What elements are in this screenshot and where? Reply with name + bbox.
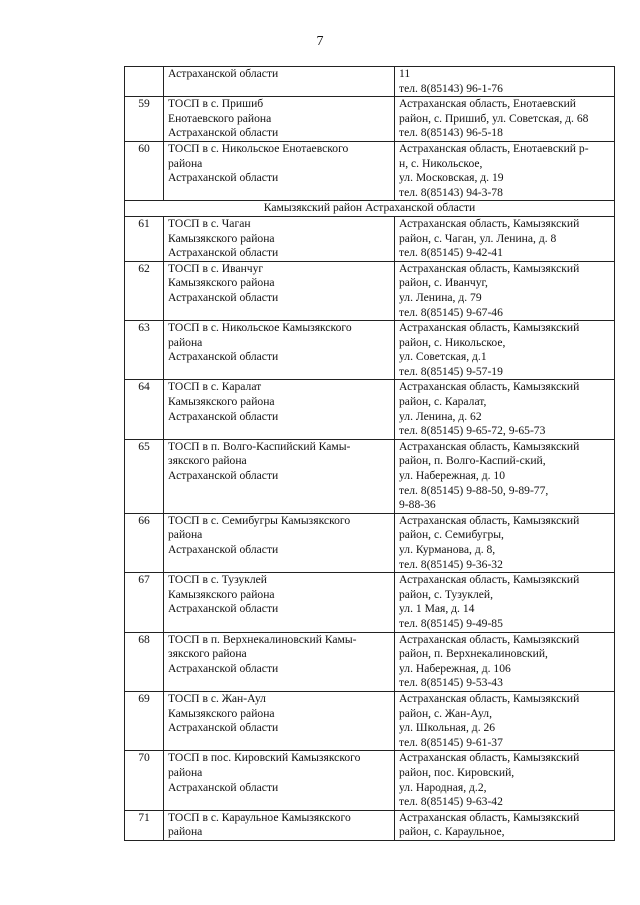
address-line: ул. Советская, д.1 bbox=[399, 350, 487, 364]
address-line: ул. Курманова, д. 8, bbox=[399, 543, 496, 556]
office-name-line: Астраханской области bbox=[168, 780, 279, 794]
address-line: район, с. Семибугры, bbox=[399, 528, 504, 542]
address-line: район, с. Иванчуг, bbox=[399, 276, 488, 290]
address-line: район, п. Волго-Каспий-ский, bbox=[399, 454, 546, 468]
office-name-line: Астраханской области bbox=[168, 290, 279, 304]
office-name-cell bbox=[164, 321, 395, 380]
address-line: район, с. Пришиб, ул. Советская, д. 68 bbox=[399, 111, 589, 125]
section-header-row bbox=[125, 201, 615, 217]
address-line: тел. 8(85145) 9-53-43 bbox=[399, 676, 503, 690]
address-line: Астраханская область, Камызякский bbox=[399, 321, 580, 335]
row-number: 66 bbox=[125, 513, 164, 572]
table-row bbox=[125, 513, 615, 572]
address-line: район, с. Каралат, bbox=[399, 395, 487, 409]
office-name-line: Камызякского района bbox=[168, 587, 275, 601]
office-name-line: ТОСП в с. Караульное Камызякского bbox=[168, 810, 351, 824]
office-name-cell bbox=[164, 216, 395, 261]
row-number: 61 bbox=[125, 216, 164, 261]
office-name-line: Енотаевского района bbox=[168, 111, 272, 125]
office-name-cell bbox=[164, 573, 395, 632]
office-name-line: зякского района bbox=[168, 647, 247, 661]
table-row bbox=[125, 632, 615, 691]
table-row bbox=[125, 810, 615, 840]
address-cell bbox=[395, 321, 615, 380]
office-name-line: ТОСП в с. Каралат bbox=[168, 380, 262, 394]
office-name-line: района bbox=[168, 156, 203, 170]
office-name-cell bbox=[164, 67, 395, 97]
address-line: Астраханская область, Камызякский bbox=[399, 573, 580, 587]
address-cell bbox=[395, 97, 615, 142]
office-name-cell bbox=[164, 439, 395, 513]
office-name-line: района bbox=[168, 765, 203, 779]
address-line: Астраханская область, Камызякский bbox=[399, 751, 580, 765]
office-name-cell bbox=[164, 513, 395, 572]
office-name-line: ТОСП в п. Волго-Каспийский Камы- bbox=[168, 439, 351, 453]
office-name-line: ТОСП в с. Чаган bbox=[168, 216, 251, 230]
office-name-cell bbox=[164, 751, 395, 810]
address-line: Астраханская область, Камызякский bbox=[399, 513, 580, 527]
address-line: тел. 8(85145) 9-65-72, 9-65-73 bbox=[399, 424, 546, 438]
office-name-cell bbox=[164, 380, 395, 439]
office-name-line: ТОСП в пос. Кировский Камызякского bbox=[168, 751, 361, 765]
address-line: ул. Набережная, д. 10 bbox=[399, 469, 506, 483]
table-row bbox=[125, 439, 615, 513]
address-line: ул. 1 Мая, д. 14 bbox=[399, 602, 475, 616]
table-row bbox=[125, 380, 615, 439]
row-number: 69 bbox=[125, 691, 164, 750]
table-row bbox=[125, 141, 615, 200]
office-name-line: Астраханской области bbox=[168, 721, 279, 735]
office-name-line: ТОСП в с. Тузуклей bbox=[168, 573, 267, 587]
address-line: тел. 8(85143) 94-3-78 bbox=[399, 185, 503, 199]
office-name-line: ТОСП в с. Никольское Енотаевского bbox=[168, 141, 349, 155]
office-name-line: Камызякского района bbox=[168, 706, 275, 720]
address-line: Астраханская область, Камызякский bbox=[399, 632, 580, 646]
address-cell bbox=[395, 67, 615, 97]
office-name-line: ТОСП в с. Никольское Камызякского bbox=[168, 321, 352, 335]
address-cell bbox=[395, 632, 615, 691]
address-line: ул. Ленина, д. 62 bbox=[399, 409, 482, 423]
address-cell bbox=[395, 810, 615, 840]
table-row bbox=[125, 67, 615, 97]
registry-table bbox=[124, 66, 615, 841]
address-line: ул. Школьная, д. 26 bbox=[399, 721, 496, 735]
address-line: район, пос. Кировский, bbox=[399, 765, 515, 779]
office-name-line: ТОСП в с. Жан-Аул bbox=[168, 691, 266, 705]
office-name-line: Камызякского района bbox=[168, 276, 275, 290]
office-name-line: Астраханской области bbox=[168, 543, 279, 556]
address-line: район, с. Караульное, bbox=[399, 825, 505, 839]
table-row bbox=[125, 321, 615, 380]
office-name-line: Камызякского района bbox=[168, 395, 275, 409]
office-name-line: Камызякского района bbox=[168, 231, 275, 245]
address-line: ул. Народная, д.2, bbox=[399, 780, 487, 794]
address-line: Астраханская область, Камызякский bbox=[399, 216, 580, 230]
office-name-line: Астраханской области bbox=[168, 171, 279, 185]
address-cell bbox=[395, 141, 615, 200]
address-line: тел. 8(85145) 9-36-32 bbox=[399, 557, 503, 571]
office-name-cell bbox=[164, 691, 395, 750]
office-name-line: района bbox=[168, 528, 203, 542]
row-number: 65 bbox=[125, 439, 164, 513]
office-name-cell bbox=[164, 810, 395, 840]
table-row bbox=[125, 691, 615, 750]
address-cell bbox=[395, 573, 615, 632]
address-cell bbox=[395, 751, 615, 810]
address-cell bbox=[395, 216, 615, 261]
address-line: район, с. Жан-Аул, bbox=[399, 706, 492, 720]
office-name-cell bbox=[164, 632, 395, 691]
table-row bbox=[125, 261, 615, 320]
row-number: 62 bbox=[125, 261, 164, 320]
row-number: 59 bbox=[125, 97, 164, 142]
table-row bbox=[125, 216, 615, 261]
address-line: Астраханская область, Камызякский bbox=[399, 810, 580, 824]
office-name-line: района bbox=[168, 825, 203, 839]
address-cell bbox=[395, 439, 615, 513]
office-name-line: Астраханской области bbox=[168, 246, 279, 260]
registry-table-body bbox=[125, 67, 615, 841]
page-number: 7 bbox=[316, 34, 324, 49]
office-name-line: ТОСП в с. Пришиб bbox=[168, 97, 264, 111]
address-line: ул. Ленина, д. 79 bbox=[399, 290, 482, 304]
address-line: Астраханская область, Камызякский bbox=[399, 439, 580, 453]
address-line: Астраханская область, Камызякский bbox=[399, 261, 580, 275]
address-line: тел. 8(85145) 9-88-50, 9-89-77, bbox=[399, 483, 549, 497]
address-cell bbox=[395, 691, 615, 750]
office-name-cell bbox=[164, 261, 395, 320]
row-number: 64 bbox=[125, 380, 164, 439]
office-name-line: зякского района bbox=[168, 454, 247, 468]
table-row bbox=[125, 97, 615, 142]
row-number: 71 bbox=[125, 810, 164, 840]
office-name-line: Астраханской области bbox=[168, 602, 279, 616]
office-name-line: ТОСП в с. Семибугры Камызякского bbox=[168, 513, 351, 527]
address-line: район, с. Чаган, ул. Ленина, д. 8 bbox=[399, 231, 557, 245]
address-line: 9-88-36 bbox=[399, 498, 436, 512]
address-line: тел. 8(85143) 96-5-18 bbox=[399, 126, 503, 140]
row-number: 70 bbox=[125, 751, 164, 810]
office-name-cell bbox=[164, 141, 395, 200]
table-row bbox=[125, 573, 615, 632]
address-line: район, с. Никольское, bbox=[399, 335, 506, 349]
address-line: н, с. Никольское, bbox=[399, 156, 483, 170]
address-cell bbox=[395, 380, 615, 439]
address-line: тел. 8(85145) 9-61-37 bbox=[399, 735, 503, 749]
address-line: ул. Набережная, д. 106 bbox=[399, 661, 511, 675]
address-line: тел. 8(85143) 96-1-76 bbox=[399, 81, 503, 95]
section-title: Камызякский район Астраханской области bbox=[125, 201, 615, 217]
row-number: 67 bbox=[125, 573, 164, 632]
address-cell bbox=[395, 261, 615, 320]
address-line: район, с. Тузуклей, bbox=[399, 587, 493, 601]
row-number: 60 bbox=[125, 141, 164, 200]
office-name-line: ТОСП в с. Иванчуг bbox=[168, 261, 264, 275]
address-cell bbox=[395, 513, 615, 572]
row-number: 63 bbox=[125, 321, 164, 380]
address-line: район, п. Верхнекалиновский, bbox=[399, 647, 548, 661]
address-line: тел. 8(85145) 9-63-42 bbox=[399, 795, 503, 809]
address-line: тел. 8(85145) 9-57-19 bbox=[399, 364, 503, 378]
office-name-line: ТОСП в п. Верхнекалиновский Камы- bbox=[168, 632, 357, 646]
office-name-line: Астраханской области bbox=[168, 469, 279, 483]
row-number bbox=[125, 67, 164, 97]
address-line: Астраханская область, Камызякский bbox=[399, 691, 580, 705]
office-name-line: района bbox=[168, 335, 203, 349]
address-line: тел. 8(85145) 9-67-46 bbox=[399, 305, 503, 319]
address-line: тел. 8(85145) 9-49-85 bbox=[399, 616, 503, 630]
address-line: тел. 8(85145) 9-42-41 bbox=[399, 246, 503, 260]
office-name-cell bbox=[164, 97, 395, 142]
table-row bbox=[125, 751, 615, 810]
address-line: Астраханская область, Енотаевский bbox=[399, 97, 577, 111]
office-name-line: Астраханской области bbox=[168, 350, 279, 364]
address-line: 11 bbox=[399, 67, 411, 80]
address-line: ул. Московская, д. 19 bbox=[399, 171, 504, 185]
address-line: Астраханская область, Енотаевский р- bbox=[399, 141, 589, 155]
office-name-line: Астраханской области bbox=[168, 126, 279, 140]
office-name-line: Астраханской области bbox=[168, 67, 279, 80]
office-name-line: Астраханской области bbox=[168, 409, 279, 423]
address-line: Астраханская область, Камызякский bbox=[399, 380, 580, 394]
office-name-line: Астраханской области bbox=[168, 661, 279, 675]
row-number: 68 bbox=[125, 632, 164, 691]
